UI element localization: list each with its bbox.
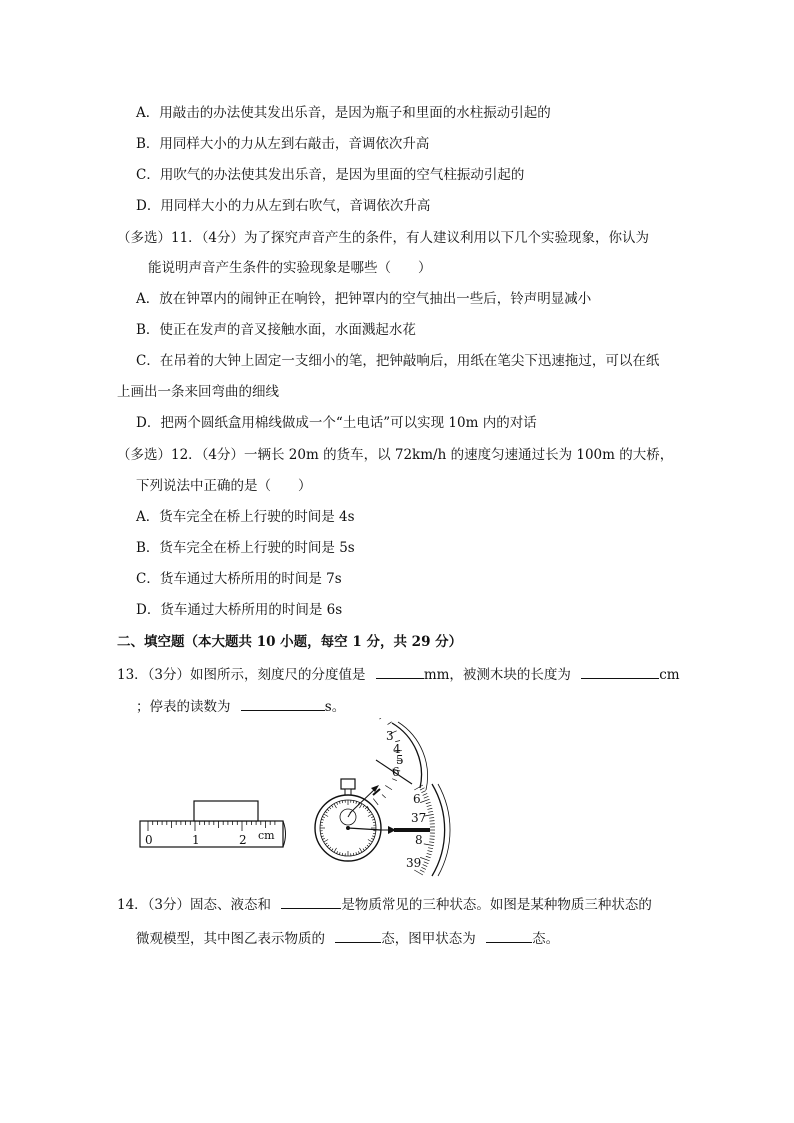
tick-mark (421, 791, 425, 793)
second-label-37: 37 (411, 811, 427, 825)
q13-text-part2: ；停表的读数为 (136, 699, 231, 715)
tick-mark (427, 808, 432, 809)
tick-mark (430, 839, 435, 840)
second-pointer (394, 828, 430, 832)
section-heading: 二、填空题（本大题共 10 小题，每空 1 分，共 29 分） (117, 634, 463, 650)
q13-blank-1[interactable] (376, 664, 424, 679)
wooden-block (194, 801, 258, 821)
q11-option-b: B．使正在发声的音叉接触水面，水面溅起水花 (136, 322, 416, 338)
tick-mark (379, 718, 385, 719)
q11-option-d: D．把两个圆纸盒用棉线做成一个“土电话”可以实现 10m 内的对话 (136, 415, 537, 431)
q14-blank-3[interactable] (486, 928, 532, 943)
q14-blank-2[interactable] (335, 928, 381, 943)
tick-mark (430, 821, 435, 822)
q13-text-part1: 13．（3分）如图所示，刻度尺的分度值是 (117, 667, 366, 683)
tick-mark (429, 817, 434, 818)
tick-mark (428, 848, 433, 849)
q12-option-b: B．货车完全在桥上行驶的时间是 5s (136, 540, 355, 556)
ruler-unit: cm (258, 829, 275, 842)
tick-mark (429, 842, 434, 843)
minute-label-4: 4 (393, 742, 401, 756)
tick-mark (392, 779, 397, 781)
q12-stem-line1: （多选）12．（4分）一辆长 20m 的货车，以 72km/h 的速度匀速通过长为 100m 的大桥， (117, 447, 674, 463)
q11-option-c-line1: C．在吊着的大钟上固定一支细小的笔，把钟敲响后，用纸在笔尖下迅速拖过，可以在纸 (136, 353, 660, 369)
q13-blank-3[interactable] (241, 696, 325, 711)
tick-mark (426, 856, 431, 858)
q11-option-a: A．放在钟罩内的闹钟正在响铃，把钟罩内的空气抽出一些后，铃声明显减小 (136, 291, 592, 307)
tick-mark (426, 802, 431, 804)
second-dial-zoom (394, 784, 450, 876)
tick-mark (382, 795, 386, 798)
q14-text-part4: 态，图甲状态为 (381, 931, 476, 947)
minute-label-6: 6 (392, 765, 400, 779)
q10-option-c: C．用吹气的办法使其发出乐音，是因为里面的空气柱振动引起的 (136, 167, 525, 183)
q14-line1 (117, 894, 652, 914)
q13-blank-2[interactable] (581, 664, 659, 679)
q10-option-a: A．用敲击的办法使其发出乐音，是因为瓶子和里面的水柱振动引起的 (136, 105, 551, 121)
q12-option-a: A．货车完全在桥上行驶的时间是 4s (136, 509, 355, 525)
tick-mark (424, 844, 434, 846)
q14-text-part1: 14．（3分）固态、液态和 (117, 897, 272, 913)
q14-text-part2: 是物质常见的三种状态。如图是某种物质三种状态的 (341, 897, 652, 913)
q12-stem-line2: 下列说法中正确的是（ ） (136, 478, 312, 494)
q13-line2 (136, 696, 345, 716)
q14-line2 (136, 928, 559, 948)
q11-stem-line1: （多选）11．（4分）为了探究声音产生的条件，有人建议利用以下几个实验现象，你认为 (117, 230, 650, 246)
measurement-figure (130, 718, 460, 878)
second-label-39: 39 (406, 856, 422, 870)
minute-label-5: 5 (396, 753, 404, 767)
tick-mark (420, 799, 429, 802)
tick-mark (424, 796, 429, 798)
second-label-6: 6 (413, 792, 421, 806)
q10-option-b: B．用同样大小的力从左到右敲击，音调依次升高 (136, 136, 430, 152)
q14-blank-1[interactable] (281, 894, 341, 909)
q13-unit-2: cm (659, 667, 680, 683)
q12-option-c: C．货车通过大桥所用的时间是 7s (136, 571, 342, 587)
tick-mark (427, 853, 432, 854)
tick-mark (427, 805, 432, 806)
tick-mark (388, 722, 392, 725)
q11-option-c-line2: 上画出一条来回弯曲的细线 (117, 384, 279, 400)
tick-mark (420, 857, 429, 860)
tick-mark (423, 865, 428, 867)
tick-mark (427, 851, 432, 852)
tick-mark (423, 793, 428, 795)
tick-mark (373, 799, 378, 805)
minute-label-3: 3 (386, 729, 394, 743)
q10-option-d: D．用同样大小的力从左到右吹气，音调依次升高 (136, 198, 431, 214)
q13-unit-1: mm，被测木块的长度为 (423, 667, 571, 683)
stopwatch (315, 779, 396, 861)
q13-line1 (117, 664, 680, 684)
ruler (140, 801, 286, 847)
ruler-label-1: 1 (192, 833, 200, 847)
q12-option-d: D．货车通过大桥所用的时间是 6s (136, 602, 343, 618)
tick-mark (385, 785, 392, 789)
second-label-8: 8 (415, 833, 423, 847)
tick-mark (420, 788, 424, 790)
ruler-label-2: 2 (239, 833, 247, 847)
q14-text-part3: 微观模型，其中图乙表示物质的 (136, 931, 325, 947)
tick-mark (421, 867, 425, 869)
q11-stem-line2: 能说明声音产生条件的实验现象是哪些（ ） (148, 260, 432, 276)
q13-unit-3: s。 (324, 699, 346, 715)
tick-mark (428, 811, 433, 812)
ruler-label-0: 0 (145, 833, 153, 847)
tick-mark (424, 862, 429, 864)
minute-pointer (376, 760, 412, 784)
q14-text-part5: 态。 (532, 931, 560, 947)
tick-mark (420, 870, 424, 872)
